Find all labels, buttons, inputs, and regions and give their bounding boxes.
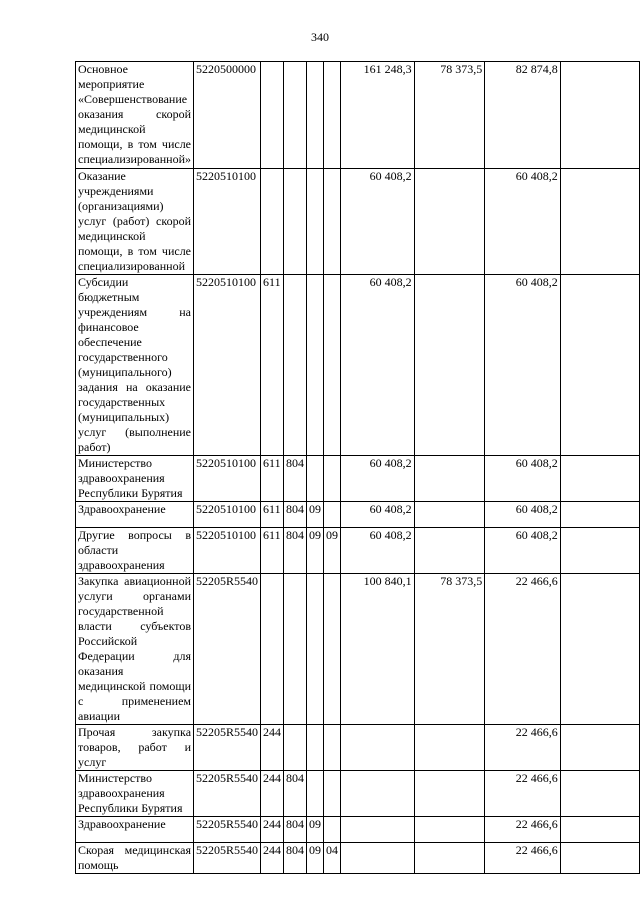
regional-amount: 22 466,6 (485, 725, 561, 771)
extra-amount (560, 817, 639, 843)
expense-type-code: 244 (261, 771, 284, 817)
row-name: Министерство здравоохранения Республики Бурятия (76, 456, 194, 502)
target-article-code: 5220510100 (194, 502, 261, 528)
ministry-code (284, 275, 307, 456)
subsection-code: 04 (324, 843, 341, 874)
ministry-code (284, 62, 307, 169)
expense-type-code: 244 (261, 817, 284, 843)
row-name: Скорая медицинская помощь (76, 843, 194, 874)
federal-amount (414, 275, 485, 456)
regional-amount: 22 466,6 (485, 817, 561, 843)
ministry-code: 804 (284, 502, 307, 528)
ministry-code (284, 574, 307, 725)
table-row (76, 817, 640, 843)
table-row (76, 169, 640, 275)
ministry-code (284, 725, 307, 771)
federal-amount (414, 843, 485, 874)
regional-amount: 60 408,2 (485, 528, 561, 574)
section-code: 09 (307, 817, 324, 843)
table-row (76, 275, 640, 456)
ministry-code: 804 (284, 528, 307, 574)
federal-amount (414, 771, 485, 817)
row-name: Субсидии бюджетным учреждениям на финансовое обеспечение государственного (муниципального) задания на оказание государственных (муниципальных) услуг (выполнение работ) (76, 275, 194, 456)
expense-type-code: 244 (261, 725, 284, 771)
ministry-code: 804 (284, 817, 307, 843)
extra-amount (560, 62, 639, 169)
table-row (76, 528, 640, 574)
target-article-code: 5220510100 (194, 528, 261, 574)
expense-type-code: 611 (261, 275, 284, 456)
table-row (76, 574, 640, 725)
target-article-code: 52205R5540 (194, 574, 261, 725)
table-row (76, 771, 640, 817)
row-name: Министерство здравоохранения Республики Бурятия (76, 771, 194, 817)
total-amount: 100 840,1 (341, 574, 415, 725)
federal-amount (414, 169, 485, 275)
extra-amount (560, 502, 639, 528)
ministry-code (284, 169, 307, 275)
section-code (307, 456, 324, 502)
target-article-code: 52205R5540 (194, 843, 261, 874)
federal-amount: 78 373,5 (414, 574, 485, 725)
row-name: Закупка авиационной услуги органами государственной власти субъектов Российской Федерации для оказания медицинской помощи с применением авиации (76, 574, 194, 725)
total-amount: 60 408,2 (341, 169, 415, 275)
expense-type-code: 244 (261, 843, 284, 874)
section-code (307, 275, 324, 456)
budget-table (75, 61, 640, 874)
regional-amount: 60 408,2 (485, 275, 561, 456)
subsection-code (324, 771, 341, 817)
row-name: Оказание учреждениями (организациями) услуг (работ) скорой медицинской помощи, в том числе специализированной (76, 169, 194, 275)
section-code: 09 (307, 843, 324, 874)
federal-amount (414, 456, 485, 502)
regional-amount: 22 466,6 (485, 574, 561, 725)
regional-amount: 82 874,8 (485, 62, 561, 169)
total-amount (341, 771, 415, 817)
expense-type-code (261, 169, 284, 275)
expense-type-code (261, 574, 284, 725)
section-code (307, 169, 324, 275)
extra-amount (560, 843, 639, 874)
regional-amount: 22 466,6 (485, 843, 561, 874)
subsection-code (324, 62, 341, 169)
subsection-code (324, 502, 341, 528)
target-article-code: 52205R5540 (194, 817, 261, 843)
subsection-code (324, 275, 341, 456)
table-row (76, 725, 640, 771)
row-name: Здравоохранение (76, 817, 194, 843)
regional-amount: 60 408,2 (485, 456, 561, 502)
expense-type-code: 611 (261, 528, 284, 574)
total-amount: 161 248,3 (341, 62, 415, 169)
federal-amount (414, 528, 485, 574)
target-article-code: 5220510100 (194, 275, 261, 456)
table-row (76, 502, 640, 528)
ministry-code: 804 (284, 771, 307, 817)
section-code (307, 771, 324, 817)
extra-amount (560, 574, 639, 725)
expense-type-code: 611 (261, 502, 284, 528)
extra-amount (560, 528, 639, 574)
expense-type-code (261, 62, 284, 169)
target-article-code: 5220510100 (194, 456, 261, 502)
subsection-code (324, 574, 341, 725)
federal-amount (414, 725, 485, 771)
expense-type-code: 611 (261, 456, 284, 502)
section-code: 09 (307, 502, 324, 528)
target-article-code: 52205R5540 (194, 725, 261, 771)
total-amount: 60 408,2 (341, 456, 415, 502)
section-code (307, 725, 324, 771)
section-code (307, 574, 324, 725)
target-article-code: 5220500000 (194, 62, 261, 169)
target-article-code: 5220510100 (194, 169, 261, 275)
section-code (307, 62, 324, 169)
row-name: Здравоохранение (76, 502, 194, 528)
total-amount: 60 408,2 (341, 275, 415, 456)
table-row (76, 843, 640, 874)
extra-amount (560, 169, 639, 275)
extra-amount (560, 725, 639, 771)
total-amount (341, 817, 415, 843)
row-name: Основное мероприятие «Совершенствование оказания скорой медицинской помощи, в том числе специализированной» (76, 62, 194, 169)
total-amount: 60 408,2 (341, 502, 415, 528)
row-name: Другие вопросы в области здравоохранения (76, 528, 194, 574)
subsection-code: 09 (324, 528, 341, 574)
federal-amount: 78 373,5 (414, 62, 485, 169)
ministry-code: 804 (284, 843, 307, 874)
table-row (76, 456, 640, 502)
target-article-code: 52205R5540 (194, 771, 261, 817)
regional-amount: 60 408,2 (485, 169, 561, 275)
page-number: 340 (311, 30, 329, 44)
total-amount (341, 843, 415, 874)
extra-amount (560, 771, 639, 817)
section-code: 09 (307, 528, 324, 574)
extra-amount (560, 456, 639, 502)
table-row (76, 62, 640, 169)
subsection-code (324, 169, 341, 275)
extra-amount (560, 275, 639, 456)
subsection-code (324, 725, 341, 771)
ministry-code: 804 (284, 456, 307, 502)
federal-amount (414, 502, 485, 528)
federal-amount (414, 817, 485, 843)
subsection-code (324, 817, 341, 843)
row-name: Прочая закупка товаров, работ и услуг (76, 725, 194, 771)
total-amount: 60 408,2 (341, 528, 415, 574)
subsection-code (324, 456, 341, 502)
total-amount (341, 725, 415, 771)
regional-amount: 60 408,2 (485, 502, 561, 528)
regional-amount: 22 466,6 (485, 771, 561, 817)
